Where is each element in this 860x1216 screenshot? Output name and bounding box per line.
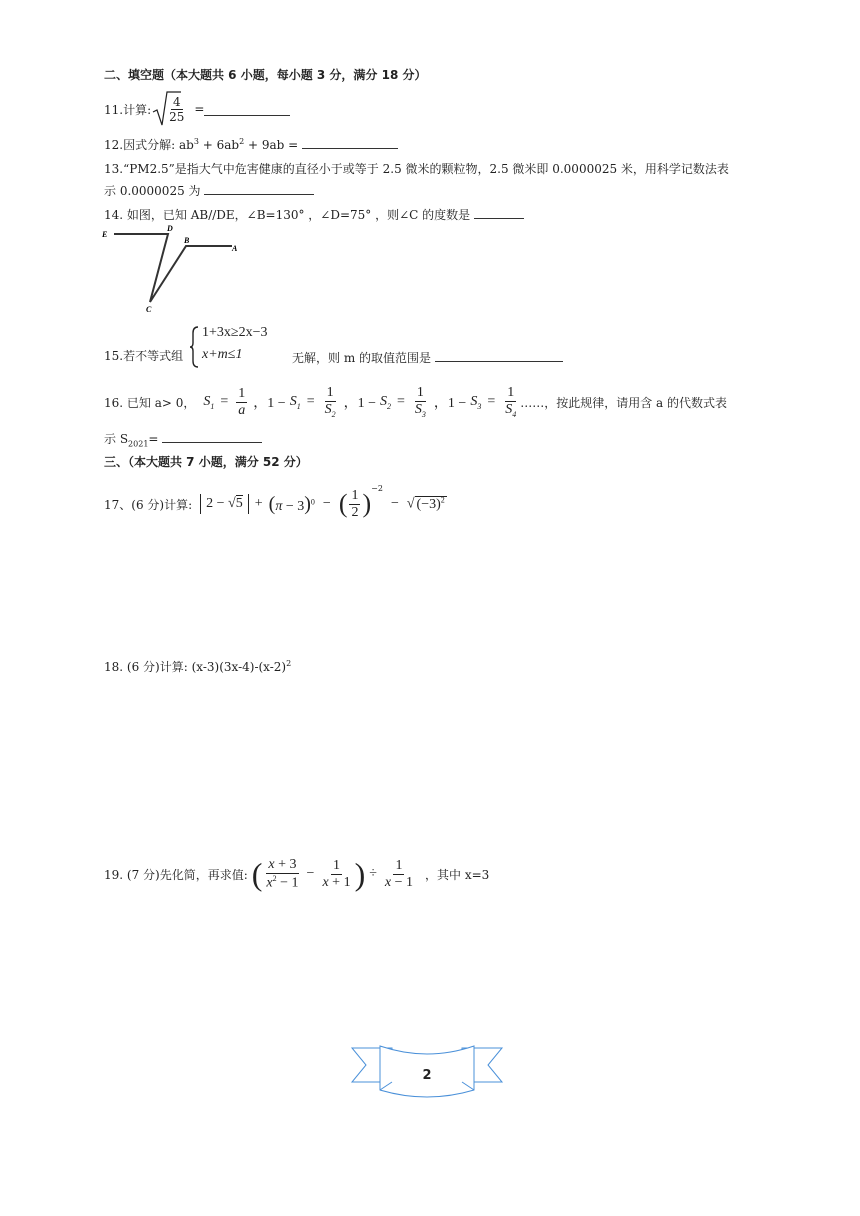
s1-term: $S_1$ — [289, 393, 301, 411]
question-15-tail: 无解，则 m 的取值范围是 — [292, 349, 563, 366]
power-term: $(\pi - 3)^0$ — [268, 492, 315, 515]
radicand-fraction: $\frac{4}{25}$ — [169, 94, 185, 124]
square-root-term: √ $(-3)^2$ — [406, 495, 445, 512]
point-label-c: C — [146, 305, 152, 314]
question-18 — [104, 658, 291, 675]
page-number: 2 — [422, 1068, 432, 1083]
question-12 — [104, 136, 398, 153]
inequality-2: x+m≤1 — [202, 347, 243, 362]
fraction-one-half: $\frac{1}{2}$ — [351, 487, 359, 520]
question-13-line-1: 13.“PM2.5”是指大气中危害健康的直径小于或等于 2.5 微米的颗粒物，2.5 微米即 0.0000025 米，用科学记数法表 — [104, 162, 729, 176]
answer-blank — [302, 136, 398, 149]
question-17: 17、(6 分)计算: 2 − √5 + $(\pi - 3)^0$ − ( $\frac{1}{2}$ ) $^{-2}$ − √ $(-3)^2$ — [104, 484, 445, 520]
point-label-d: D — [167, 224, 173, 233]
question-13-line-2: 示 0.0000025 为 — [104, 182, 314, 199]
question-19-tail: ，其中 x=3 — [425, 867, 490, 882]
question-label: 19. (7 分)先化简，再求值: — [104, 867, 248, 882]
inequality-1: 1+3x≥2x−3 — [202, 325, 268, 340]
answer-blank — [162, 430, 262, 443]
point-label-e: E — [102, 230, 108, 239]
exponent: 2 — [286, 659, 292, 668]
fraction-1-over-s3: $\frac{1}{S_3}$ — [414, 384, 426, 419]
fraction-x-plus-3: $\frac{x + 3}{x^2 - 1}$ — [266, 856, 299, 891]
brace-icon — [188, 325, 200, 369]
question-label: 15.若不等式组 — [104, 349, 184, 363]
question-19: 19. (7 分)先化简，再求值: ( $\frac{x + 3}{x^2 - 1}$ − $\frac{1}{x + 1}$ ) ÷ $\frac{1}{x - 1}$ ，其中 x=3 — [104, 855, 490, 892]
question-16-line-2: 示 $S_{2021}=$ — [104, 430, 262, 448]
answer-blank — [435, 349, 563, 362]
s2-term: $S_2$ — [380, 393, 391, 411]
absolute-value: 2 − √5 — [200, 494, 249, 514]
exponent: 3 — [193, 137, 199, 146]
expression: (x-3)(3x-4)-(x-2) — [191, 660, 287, 674]
exponent: 2 — [239, 137, 245, 146]
term: + 9ab = — [244, 138, 299, 152]
question-16: 16. 已知 a> 0， $S_1$ = $\frac{1}{a}$ ，1 − $S_1$ = $\frac{1}{S_2}$ ，1 − $S_2$ = $\frac{1}{S_3}$ ，1 − $S_3$ = $\frac{1}{S_4}$ ……，按此规律，请用含 a 的代数式表 — [104, 384, 728, 419]
s3-term: $S_3$ — [470, 393, 482, 411]
equals-sign: = — [220, 394, 229, 409]
geometry-figure — [100, 222, 250, 314]
question-label: 18. (6 分)计算: — [104, 660, 188, 674]
fraction-1-over-s4: $\frac{1}{S_4}$ — [505, 384, 517, 419]
question-14: 14. 如图，已知 AB//DE，∠B=130° ，∠D=75° ，则∠C 的度数是 — [104, 206, 524, 223]
answer-blank — [204, 182, 314, 195]
question-label: 17、(6 分)计算: — [104, 497, 193, 512]
s1-term: $S_1$ — [203, 393, 215, 411]
answer-blank — [474, 206, 524, 219]
fraction-1-over-x-minus-1: $\frac{1}{x - 1}$ — [384, 857, 414, 890]
term: ab — [178, 138, 194, 152]
question-11 — [104, 90, 290, 128]
fraction-1-over-x-plus-1: $\frac{1}{x + 1}$ — [322, 857, 351, 890]
answer-blank — [204, 103, 290, 116]
point-label-b: B — [184, 236, 190, 245]
question-label: 16. 已知 a> 0， — [104, 395, 196, 410]
question-label: 11.计算: — [104, 102, 152, 117]
section-heading: 二、填空题（本大题共 6 小题，每小题 3 分，满分 18 分） — [104, 68, 427, 82]
question-label: 12.因式分解: — [104, 138, 176, 152]
equals-sign: = — [194, 102, 205, 116]
point-label-a: A — [232, 244, 238, 253]
fraction-1-over-a: $\frac{1}{a}$ — [238, 385, 246, 418]
question-16-text: ……，按此规律，请用含 a 的代数式表 — [520, 395, 728, 410]
term: + 6ab — [198, 138, 240, 152]
fraction-1-over-s2: $\frac{1}{S_2}$ — [324, 384, 336, 419]
section-heading: 三、（本大题共 7 小题，满分 52 分） — [104, 455, 308, 469]
